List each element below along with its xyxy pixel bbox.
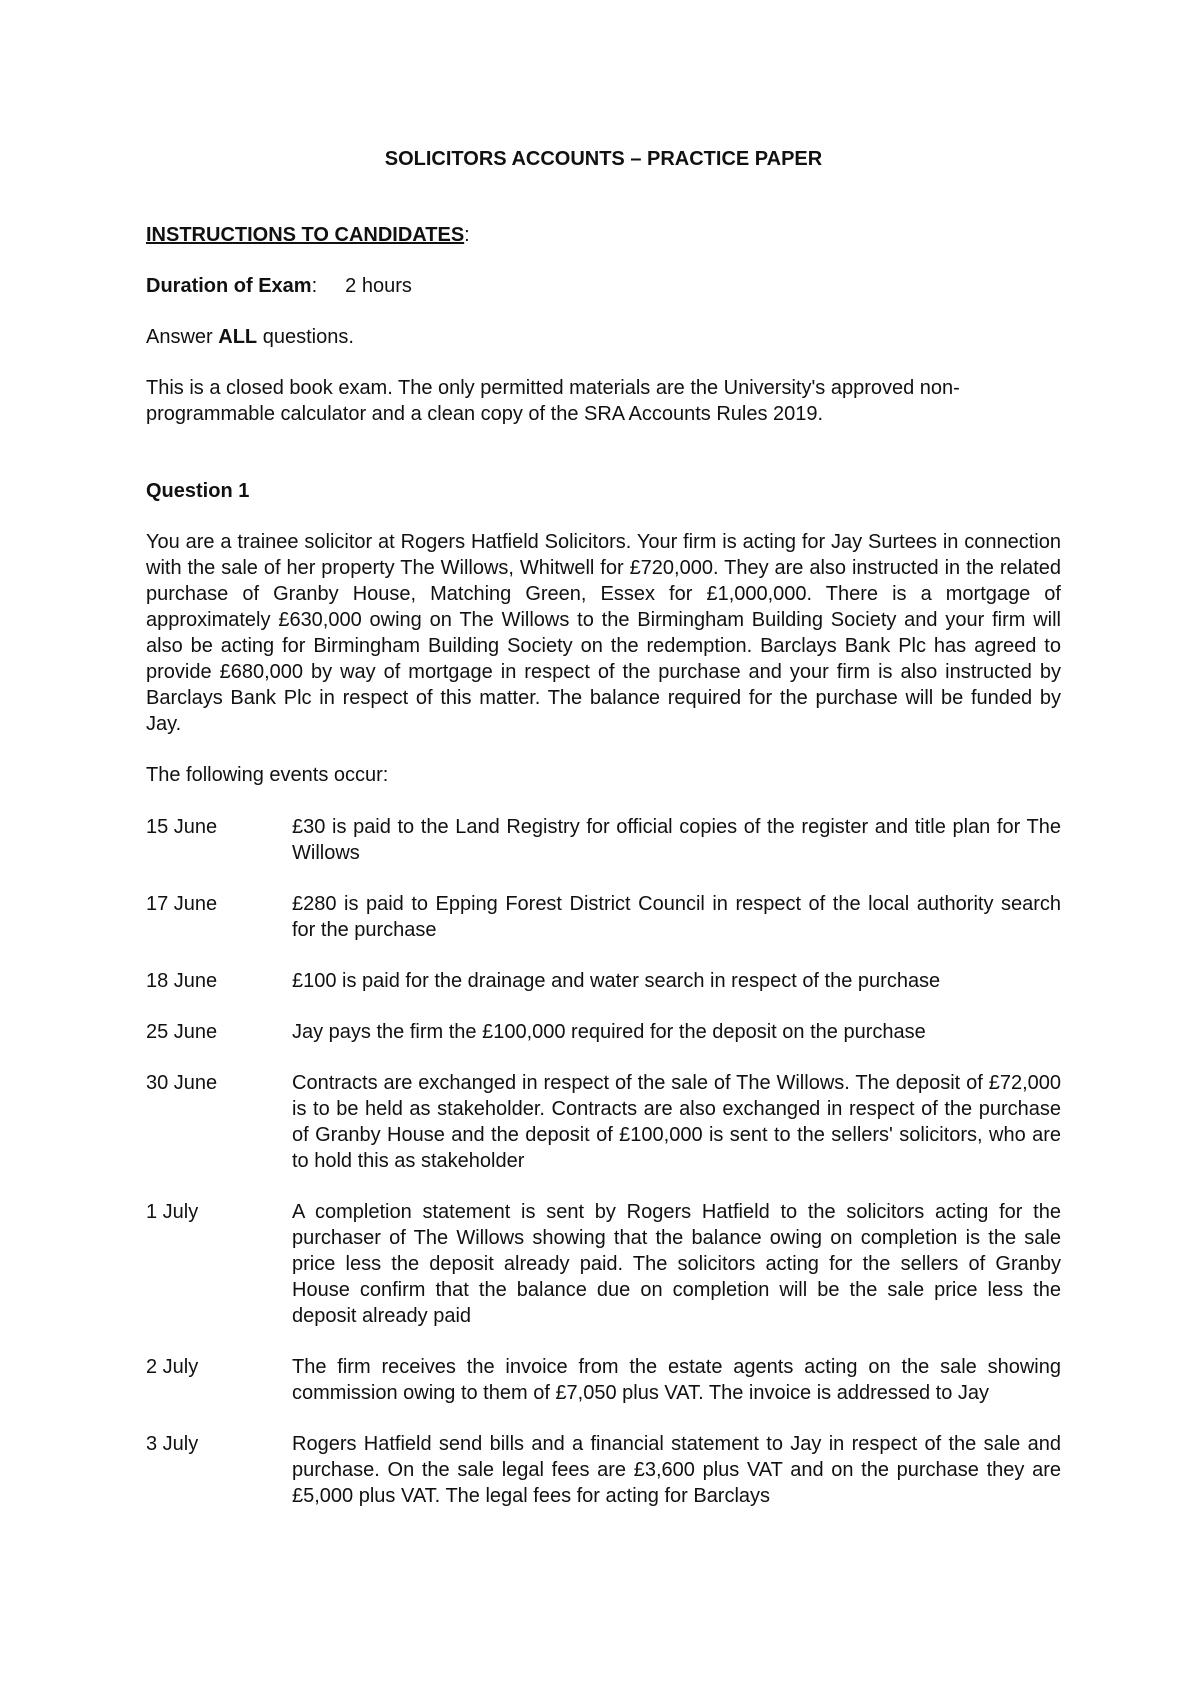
event-date: 17 June [146, 893, 218, 915]
event-item [146, 1070, 1061, 1174]
question-1-intro: You are a trainee solicitor at Rogers Hatfield Solicitors. Your firm is acting for Jay Surtees in connection with the sale of her property The Willows, Whitwell for £720,000. They are also instructed in the related purchase of Granby House, Matching Green, Essex for £1,000,000. There is a mortgage of approximately £630,000 owing on The Willows to the Birmingham Building Society and your firm will also be acting for Birmingham Building Society on the redemption. Barclays Bank Plc has agreed to provide £680,000 by way of mortgage in respect of the purchase and your firm is also instructed by Barclays Bank Plc in respect of this matter. The balance required for the purchase will be funded by Jay. [146, 531, 1061, 735]
event-date: 15 June [146, 816, 218, 838]
event-date: 2 July [146, 1356, 199, 1378]
events-intro: The following events occur: [146, 764, 389, 786]
question-1-heading-text: Question 1 [146, 480, 250, 502]
instructions-heading: INSTRUCTIONS TO CANDIDATES [146, 224, 465, 246]
instructions-heading-line [146, 222, 1061, 248]
event-description: Rogers Hatfield send bills and a financial statement to Jay in respect of the sale and purchase. On the sale legal fees are £3,600 plus VAT and on the purchase they are £5,000 plus VAT. The legal fees for acting for Barclays [292, 1433, 1061, 1507]
event-date: 30 June [146, 1072, 218, 1094]
event-description: The firm receives the invoice from the estate agents acting on the sale showing commission owing to them of £7,050 plus VAT. The invoice is addressed to Jay [292, 1356, 1061, 1404]
event-item [146, 1354, 1061, 1406]
event-description: A completion statement is sent by Rogers Hatfield to the solicitors acting for the purchaser of The Willows showing that the balance owing on completion is the sale price less the deposit already paid. The solicitors acting for the sellers of Granby House confirm that the balance due on completion will be the sale price less the deposit already paid [292, 1201, 1061, 1327]
event-date: 1 July [146, 1201, 199, 1223]
event-item [146, 1431, 1061, 1509]
event-date: 3 July [146, 1433, 199, 1455]
event-date: 25 June [146, 1021, 218, 1043]
event-item [146, 814, 1061, 866]
question-1-heading [146, 478, 1061, 504]
event-item [146, 968, 1061, 994]
paper-title: SOLICITORS ACCOUNTS – PRACTICE PAPER [384, 148, 823, 170]
event-item [146, 1199, 1061, 1329]
event-item [146, 891, 1061, 943]
duration-line [146, 273, 1061, 299]
event-description: £280 is paid to Epping Forest District Council in respect of the local authority search for the purchase [292, 893, 1061, 941]
events-list [146, 814, 1061, 1509]
instructions-heading-colon: : [464, 224, 470, 246]
answer-suffix: questions. [257, 326, 354, 348]
closed-book-note: This is a closed book exam. The only permitted materials are the University's approved non-programmable calculator and a clean copy of the SRA Accounts Rules 2019. [146, 377, 960, 425]
document-body [146, 146, 1061, 1534]
answer-prefix: Answer [146, 326, 219, 348]
duration-value: 2 hours [345, 275, 412, 297]
event-description: Jay pays the firm the £100,000 required for the deposit on the purchase [292, 1021, 926, 1043]
event-date: 18 June [146, 970, 218, 992]
event-description: £30 is paid to the Land Registry for official copies of the register and title plan for The Willows [292, 816, 1061, 864]
event-description: £100 is paid for the drainage and water search in respect of the purchase [292, 970, 941, 992]
duration-separator: : [311, 275, 318, 297]
answer-instruction [146, 324, 1061, 350]
answer-all: ALL [218, 326, 258, 348]
event-item [146, 1019, 1061, 1045]
duration-label: Duration of Exam [146, 275, 312, 297]
event-description: Contracts are exchanged in respect of the sale of The Willows. The deposit of £72,000 is to be held as stakeholder. Contracts are also exchanged in respect of the purchase of Granby House and the deposit of £100,000 is sent to the sellers' solicitors, who are to hold this as stakeholder [292, 1072, 1061, 1172]
